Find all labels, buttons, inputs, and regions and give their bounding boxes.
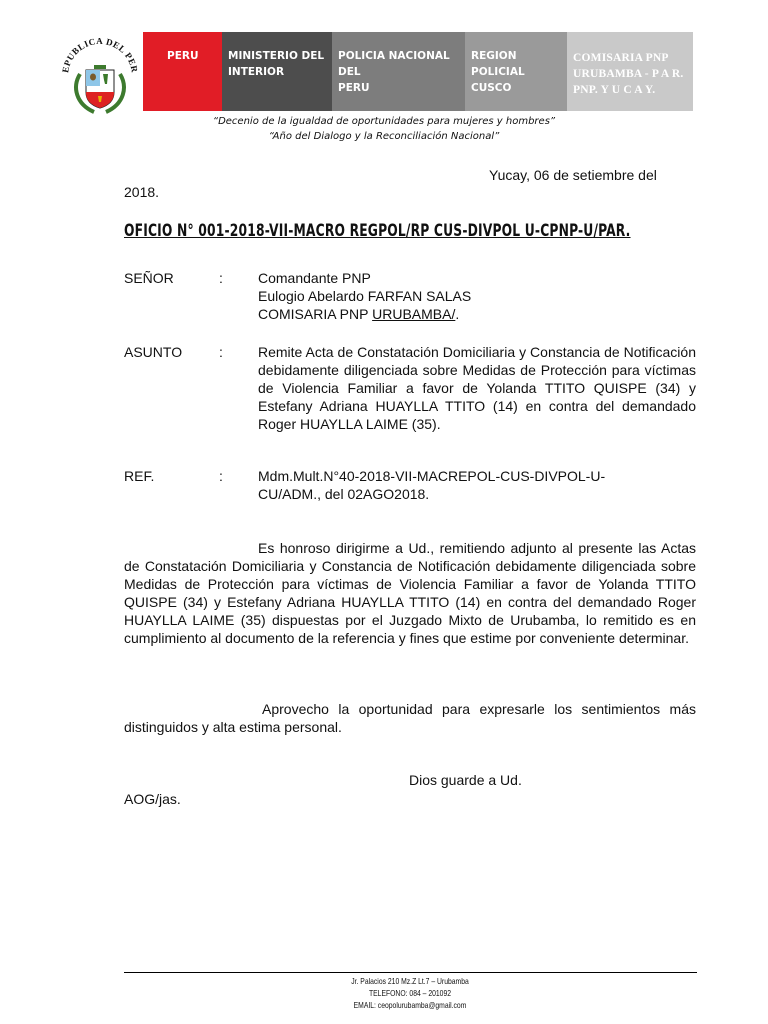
header-box-peru-line: PERU: [167, 50, 199, 62]
ref-value: [258, 467, 696, 503]
senor-line-3-prefix: COMISARIA PNP: [258, 306, 373, 322]
senor-line-3: [258, 305, 696, 323]
asunto-text: Remite Acta de Constatación Domiciliaria y Constancia de Notificación debidamente diligenciada sobre Medidas de Protección para víctimas de Violencia Familiar a favor de Yolanda TTITO QUISPE (34) y Estefany Adriana HUAYLLA TTITO (14) en contra del demandado Roger HUAYLLA LAIME (35).: [258, 344, 696, 432]
motto-decenio: “Decenio de la igualdad de oportunidades para mujeres y hombres”: [212, 116, 556, 127]
footer-divider: [124, 972, 697, 973]
ref-line-1: Mdm.Mult.N°40-2018-VII-MACREPOL-CUS-DIVPOL-U-: [258, 468, 606, 484]
header-box-peru: [143, 32, 222, 111]
closing: Dios guarde a Ud.: [409, 772, 522, 788]
footer-phone: TELEFONO: 084 – 201092: [368, 988, 452, 998]
senor-value: [258, 269, 696, 323]
senor-line-1: Comandante PNP: [258, 270, 371, 286]
body-paragraph-1: Es honroso dirigirme a Ud., remitiendo adjunto al presente las Actas de Constatación Domiciliaria y Constancia de Notificación debidamente diligenciada sobre Medidas de Protección para víctimas de Violencia Familiar a favor de Yolanda TTITO QUISPE (34) y Estefany Adriana HUAYLLA TTITO (14) en contra del demandado Roger HUAYLLA LAIME (35) dispuestas por el Juzgado Mixto de Urubamba, lo remitido es en cumplimiento al documento de la referencia y fines que estime por conveniente determinar.: [124, 540, 696, 646]
header-box-ministerio-line-2: INTERIOR: [228, 66, 285, 78]
senor-label: SEÑOR: [124, 270, 174, 286]
date-year: 2018.: [124, 184, 160, 200]
asunto-colon: :: [219, 344, 223, 360]
header-box-region-line-2: POLICIAL: [471, 66, 525, 78]
senor-colon: :: [219, 270, 223, 286]
header-box-policia-line-2: PERU: [338, 82, 370, 94]
peru-coat-of-arms-seal: [50, 32, 150, 116]
senor-line-3-suffix: .: [455, 306, 460, 322]
footer-email: EMAIL: ceopolurubamba@gmail.com: [353, 1000, 467, 1010]
ref-line-2: CU/ADM., del 02AGO2018.: [258, 486, 430, 502]
asunto-label: ASUNTO: [124, 344, 183, 360]
header-box-comisaria-line-1: COMISARIA PNP: [573, 52, 669, 64]
header-box-policia-line-1: POLICIA NACIONAL DEL: [338, 50, 450, 78]
motto-ano: “Año del Dialogo y la Reconciliación Nacional”: [268, 131, 500, 142]
header-box-region: [465, 32, 567, 111]
header-box-ministerio: [222, 32, 332, 111]
header-box-comisaria-line-2: URUBAMBA - P A R.: [573, 68, 684, 80]
header-box-comisaria-line-3: PNP. Y U C A Y.: [573, 84, 656, 96]
initials: AOG/jas.: [124, 791, 181, 807]
ref-colon: :: [219, 468, 223, 484]
senor-line-2: Eulogio Abelardo FARFAN SALAS: [258, 288, 472, 304]
footer-address: Jr. Palacios 210 Mz.Z Lt.7 – Urubamba: [351, 976, 469, 986]
header-box-ministerio-line-1: MINISTERIO DEL: [228, 50, 325, 62]
header-box-region-line-1: REGION: [471, 50, 517, 62]
body-paragraph-2: Aprovecho la oportunidad para expresarle los sentimientos más distinguidos y alta estima personal.: [124, 701, 696, 735]
seal-text: EPUBLICA DEL PER: [60, 35, 140, 74]
header-box-policia: [332, 32, 465, 111]
document-title: OFICIO N° 001-2018-VII-MACRO REGPOL/RP CUS-DIVPOL U-CPNP-U/PAR.: [124, 221, 631, 240]
header-box-region-line-3: CUSCO: [471, 82, 512, 94]
header-box-comisaria: [567, 32, 693, 111]
ref-label: REF.: [124, 468, 155, 484]
senor-line-3-underlined: URUBAMBA/: [372, 306, 456, 322]
date-line: Yucay, 06 de setiembre del: [489, 167, 657, 183]
